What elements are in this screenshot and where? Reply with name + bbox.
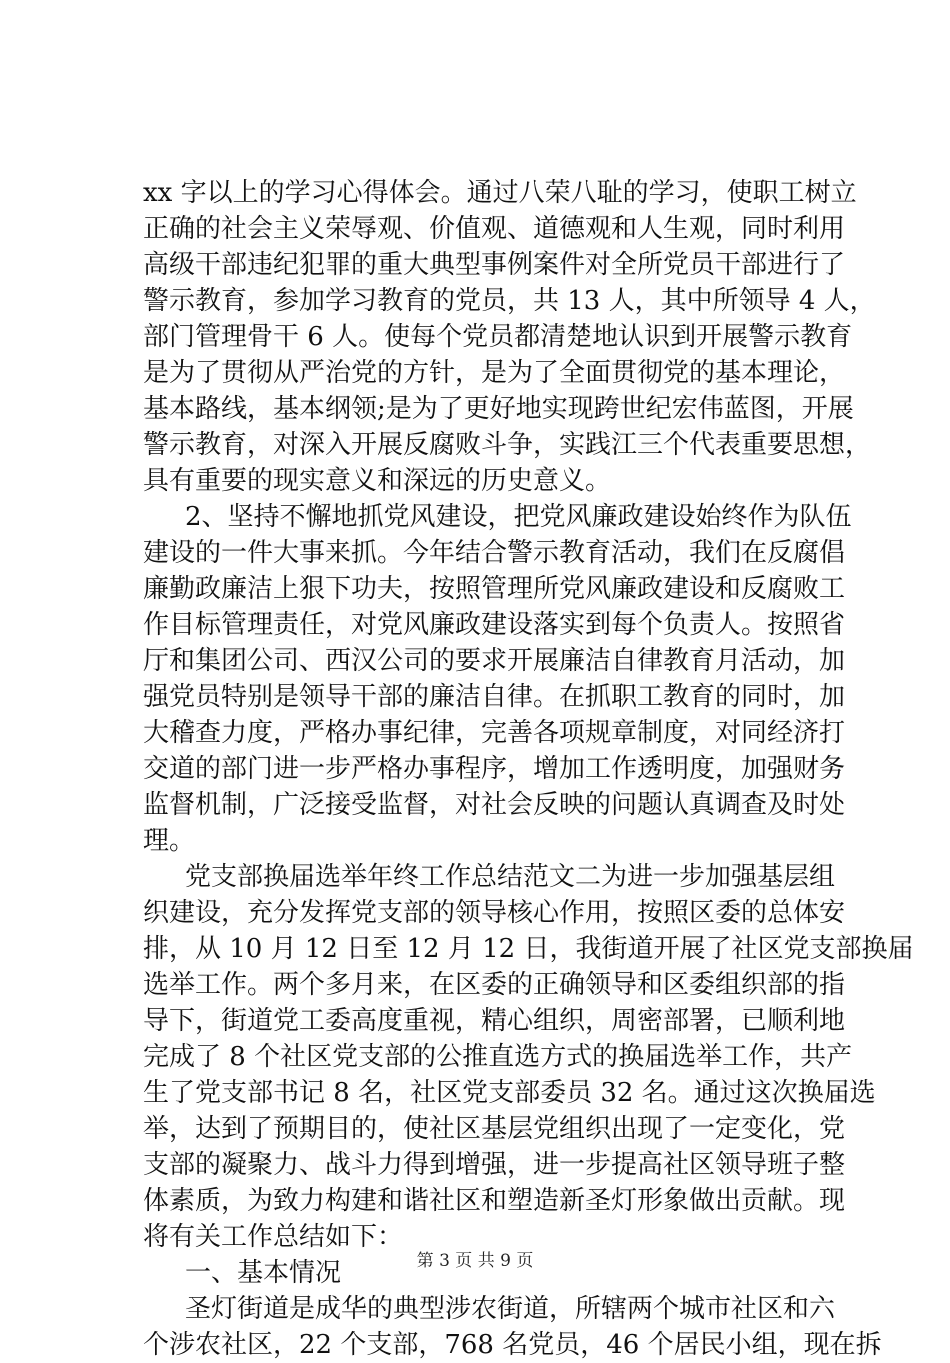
text-line: xx 字以上的学习心得体会。通过八荣八耻的学习，使职工树立 xyxy=(143,178,857,208)
text-line: 个涉农社区，22 个支部，768 名党员，46 个居民小组，现在拆 xyxy=(143,1330,882,1360)
text-line: 具有重要的现实意义和深远的历史意义。 xyxy=(143,466,612,496)
text-line: 理。 xyxy=(143,826,196,856)
text-line: 交道的部门进一步严格办事程序，增加工作透明度，加强财务 xyxy=(143,754,846,784)
text-line: 正确的社会主义荣辱观、价值观、道德观和人生观，同时利用 xyxy=(143,214,846,244)
text-line: 作目标管理责任，对党风廉政建设落实到每个负责人。按照省 xyxy=(143,610,846,640)
text-line: 警示教育，参加学习教育的党员，共 13 人，其中所领导 4 人， xyxy=(143,286,876,316)
text-line: 是为了贯彻从严治党的方针，是为了全面贯彻党的基本理论， xyxy=(143,358,846,388)
text-line: 织建设，充分发挥党支部的领导核心作用，按照区委的总体安 xyxy=(143,898,846,928)
text-line: 高级干部违纪犯罪的重大典型事例案件对全所党员干部进行了 xyxy=(143,250,846,280)
text-line: 基本路线，基本纲领;是为了更好地实现跨世纪宏伟蓝图，开展 xyxy=(143,394,854,424)
section-heading: 一、基本情况 xyxy=(185,1258,342,1288)
text-line: 举，达到了预期目的，使社区基层党组织出现了一定变化，党 xyxy=(143,1114,846,1144)
text-line: 部门管理骨干 6 人。使每个党员都清楚地认识到开展警示教育 xyxy=(143,322,853,352)
text-line: 党支部换届选举年终工作总结范文二为进一步加强基层组 xyxy=(185,862,836,892)
text-line: 生了党支部书记 8 名，社区党支部委员 32 名。通过这次换届选 xyxy=(143,1078,876,1108)
text-line: 支部的凝聚力、战斗力得到增强，进一步提高社区领导班子整 xyxy=(143,1150,846,1180)
text-line: 建设的一件大事来抓。今年结合警示教育活动，我们在反腐倡 xyxy=(143,538,846,568)
text-line: 完成了 8 个社区党支部的公推直选方式的换届选举工作，共产 xyxy=(143,1042,853,1072)
text-line: 厅和集团公司、西汉公司的要求开展廉洁自律教育月活动，加 xyxy=(143,646,846,676)
text-line: 强党员特别是领导干部的廉洁自律。在抓职工教育的同时，加 xyxy=(143,682,846,712)
text-line: 圣灯街道是成华的典型涉农街道，所辖两个城市社区和六 xyxy=(185,1294,836,1324)
page-number-footer: 第 3 页 共 9 页 xyxy=(416,1251,534,1271)
text-line: 体素质，为致力构建和谐社区和塑造新圣灯形象做出贡献。现 xyxy=(143,1186,846,1216)
text-line: 导下，街道党工委高度重视，精心组织，周密部署，已顺利地 xyxy=(143,1006,846,1036)
document-body xyxy=(143,175,914,1363)
text-line: 警示教育，对深入开展反腐败斗争，实践江三个代表重要思想， xyxy=(143,430,872,460)
text-line: 将有关工作总结如下： xyxy=(143,1222,404,1252)
text-line: 廉勤政廉洁上狠下功夫，按照管理所党风廉政建设和反腐败工 xyxy=(143,574,846,604)
text-line: 排，从 10 月 12 日至 12 月 12 日，我街道开展了社区党支部换届 xyxy=(143,934,914,964)
text-line: 大稽查力度，严格办事纪律，完善各项规章制度，对同经济打 xyxy=(143,718,846,748)
text-line: 监督机制，广泛接受监督，对社会反映的问题认真调查及时处 xyxy=(143,790,846,820)
text-line: 选举工作。两个多月来，在区委的正确领导和区委组织部的指 xyxy=(143,970,846,1000)
text-line: 2、坚持不懈地抓党风建设，把党风廉政建设始终作为队伍 xyxy=(185,502,852,532)
